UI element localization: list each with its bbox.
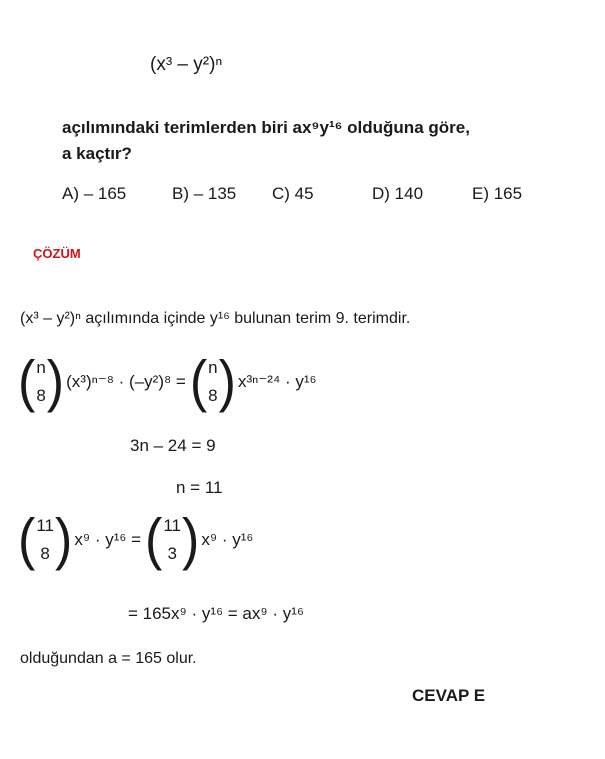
equation-165: = 165x⁹ · y¹⁶ = ax⁹ · y¹⁶ bbox=[128, 604, 304, 623]
equation-n: n = 11 bbox=[176, 478, 223, 497]
step-2-right: x⁹ · y¹⁶ bbox=[201, 530, 254, 549]
question-line-1: açılımındaki terimlerden biri ax⁹y¹⁶ olduğuna göre, bbox=[62, 118, 470, 137]
equation-3n: 3n – 24 = 9 bbox=[130, 436, 216, 455]
binomial-n-8-repeat: ( n 8 ) bbox=[189, 350, 236, 414]
conclusion: olduğundan a = 165 olur. bbox=[20, 650, 197, 667]
solution-heading: ÇÖZÜM bbox=[33, 246, 81, 261]
binomial-11-8: ( 11 8 ) bbox=[18, 508, 73, 572]
step-2-mid: x⁹ · y¹⁶ = bbox=[74, 530, 142, 549]
question-line-2: a kaçtır? bbox=[62, 144, 132, 163]
answer-label: CEVAP E bbox=[412, 686, 486, 705]
binomial-11-3: ( 11 3 ) bbox=[145, 508, 200, 572]
solution-step-2 bbox=[18, 508, 254, 572]
binomial-n-8: ( n 8 ) bbox=[18, 350, 65, 414]
step-1-right: x³ⁿ⁻²⁴ · y¹⁶ bbox=[237, 372, 317, 391]
question-expression: (x³ – y²)ⁿ bbox=[150, 54, 223, 75]
choice-d: D) 140 bbox=[372, 184, 424, 203]
choice-c: C) 45 bbox=[272, 184, 314, 203]
solution-intro: (x³ – y²)ⁿ açılımında içinde y¹⁶ bulunan terim 9. terimdir. bbox=[20, 310, 411, 327]
choice-b: B) – 135 bbox=[172, 184, 237, 203]
choice-a: A) – 165 bbox=[62, 184, 127, 203]
choice-e: E) 165 bbox=[472, 184, 523, 203]
solution-step-1 bbox=[18, 350, 317, 414]
step-1-left: (x³)ⁿ⁻⁸ · (–y²)⁸ = bbox=[66, 372, 186, 391]
